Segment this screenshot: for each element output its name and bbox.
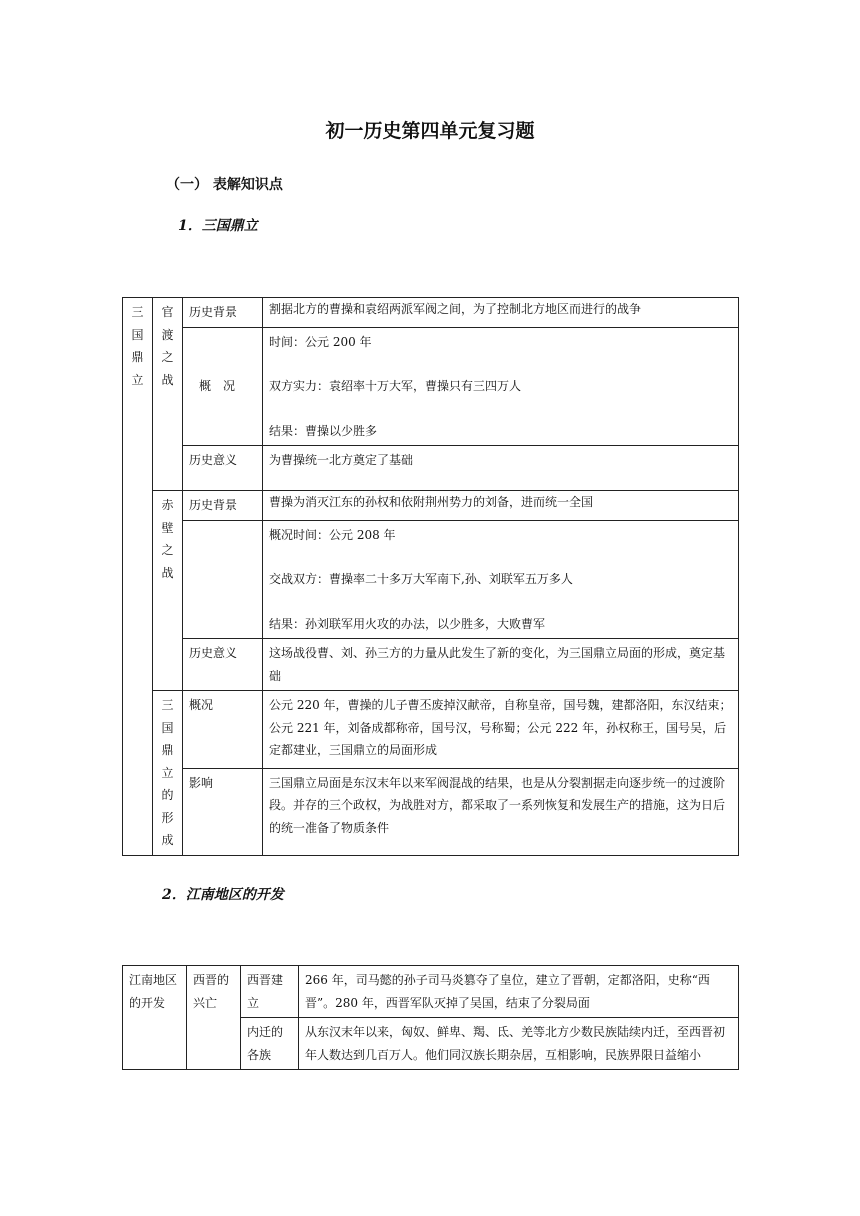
subheading-three-kingdoms: 1．三国鼎立 — [178, 218, 258, 234]
cell-text: 三国鼎立局面是东汉末年以来军阀混战的结果，也是从分裂割据走向逐步统一的过渡阶段。并存的三个政权，为战胜对方，都采取了一系列恢复和发展生产的措施，这为日后的统一准备了物质条件 — [263, 768, 739, 855]
chibi-label-cell — [153, 491, 183, 691]
vertical-char: 鼎 — [161, 743, 174, 757]
row-label: 内迁的各族 — [241, 1018, 299, 1070]
overview-time: 概况时间：公元 208 年 — [269, 527, 396, 542]
cell-text: 从东汉末年以来，匈奴、鲜卑、羯、氐、羌等北方少数民族陆续内迁，至西晋初年人数达到几百万人。他们同汉族长期杂居，互相影响，民族界限日益缩小 — [299, 1018, 739, 1070]
table-row — [123, 691, 739, 769]
vertical-char: 战 — [161, 565, 174, 580]
row-label: 西晋建立 — [241, 966, 299, 1018]
overview-forces: 交战双方：曹操率二十多万大军南下,孙、刘联军五万多人 — [269, 572, 573, 586]
vertical-char: 国 — [161, 720, 174, 735]
table-row — [123, 966, 739, 1018]
row-label: 历史意义 — [183, 446, 263, 491]
vertical-char: 之 — [161, 543, 174, 557]
sub-label-cell: 西晋的兴亡 — [187, 966, 241, 1070]
row-label: 概 况 — [183, 327, 263, 446]
table-row — [123, 768, 739, 855]
table-row — [123, 491, 739, 521]
formation-label-cell — [153, 691, 183, 856]
vertical-char: 立 — [161, 765, 174, 780]
overview-forces: 双方实力：袁绍率十万大军，曹操只有三四万人 — [269, 379, 522, 393]
cell-text — [263, 327, 739, 446]
guandu-label-cell — [153, 298, 183, 491]
row-label: 概况 — [183, 691, 263, 769]
row-label: 历史背景 — [183, 298, 263, 328]
vertical-char: 战 — [161, 372, 174, 387]
overview-result: 结果：孙刘联军用火攻的办法，以少胜多，大败曹军 — [269, 616, 546, 631]
vertical-label — [155, 494, 180, 584]
main-label-cell — [123, 298, 153, 856]
cell-text: 公元 220 年，曹操的儿子曹丕废掉汉献帝，自称皇帝，国号魏，建都洛阳，东汉结束；公元 221 年，刘备成都称帝，国号汉，号称蜀；公元 222 年，孙权称王，国号吴，后定都建业，三国鼎立的局面形成 — [263, 691, 739, 769]
vertical-label — [155, 694, 180, 852]
table-row — [123, 639, 739, 691]
vertical-char: 赤 — [161, 498, 174, 512]
overview-result: 结果：曹操以少胜多 — [269, 423, 378, 438]
three-kingdoms-table — [122, 297, 739, 856]
subheading-jiangnan: 2．江南地区的开发 — [162, 887, 284, 903]
row-label: 影响 — [183, 768, 263, 855]
cell-text — [263, 520, 739, 639]
jiangnan-table — [122, 965, 739, 1070]
row-label: 历史意义 — [183, 639, 263, 691]
vertical-char: 壁 — [161, 520, 174, 535]
cell-text: 割据北方的曹操和袁绍两派军阀之间，为了控制北方地区而进行的战争 — [263, 298, 739, 328]
row-label-empty — [183, 520, 263, 639]
vertical-char: 的 — [161, 788, 174, 802]
overview-time: 时间：公元 200 年 — [269, 334, 372, 349]
vertical-char: 立 — [131, 372, 144, 387]
page-title: 初一历史第四单元复习题 — [325, 120, 535, 142]
table-row — [123, 298, 739, 328]
vertical-char: 国 — [131, 327, 144, 342]
section-heading: （一） 表解知识点 — [166, 177, 283, 193]
cell-text: 266 年，司马懿的孙子司马炎篡夺了皇位，建立了晋朝，定都洛阳，史称“西晋”。280 年，西晋军队灭掉了吴国，结束了分裂局面 — [299, 966, 739, 1018]
table-row — [123, 446, 739, 491]
vertical-char: 三 — [131, 305, 144, 319]
vertical-label — [125, 301, 150, 391]
table-row — [123, 520, 739, 639]
row-label: 历史背景 — [183, 491, 263, 521]
vertical-char: 成 — [161, 833, 174, 847]
vertical-char: 三 — [161, 698, 174, 712]
vertical-char: 官 — [161, 305, 174, 319]
vertical-char: 之 — [161, 350, 174, 364]
cell-text: 曹操为消灭江东的孙权和依附荆州势力的刘备，进而统一全国 — [263, 491, 739, 521]
cell-text: 为曹操统一北方奠定了基础 — [263, 446, 739, 491]
main-label-cell: 江南地区的开发 — [123, 966, 187, 1070]
table-row — [123, 327, 739, 446]
vertical-char: 鼎 — [131, 350, 144, 364]
vertical-char: 形 — [161, 810, 174, 825]
vertical-char: 渡 — [161, 327, 174, 342]
cell-text: 这场战役曹、刘、孙三方的力量从此发生了新的变化，为三国鼎立局面的形成，奠定基础 — [263, 639, 739, 691]
vertical-label — [155, 301, 180, 391]
